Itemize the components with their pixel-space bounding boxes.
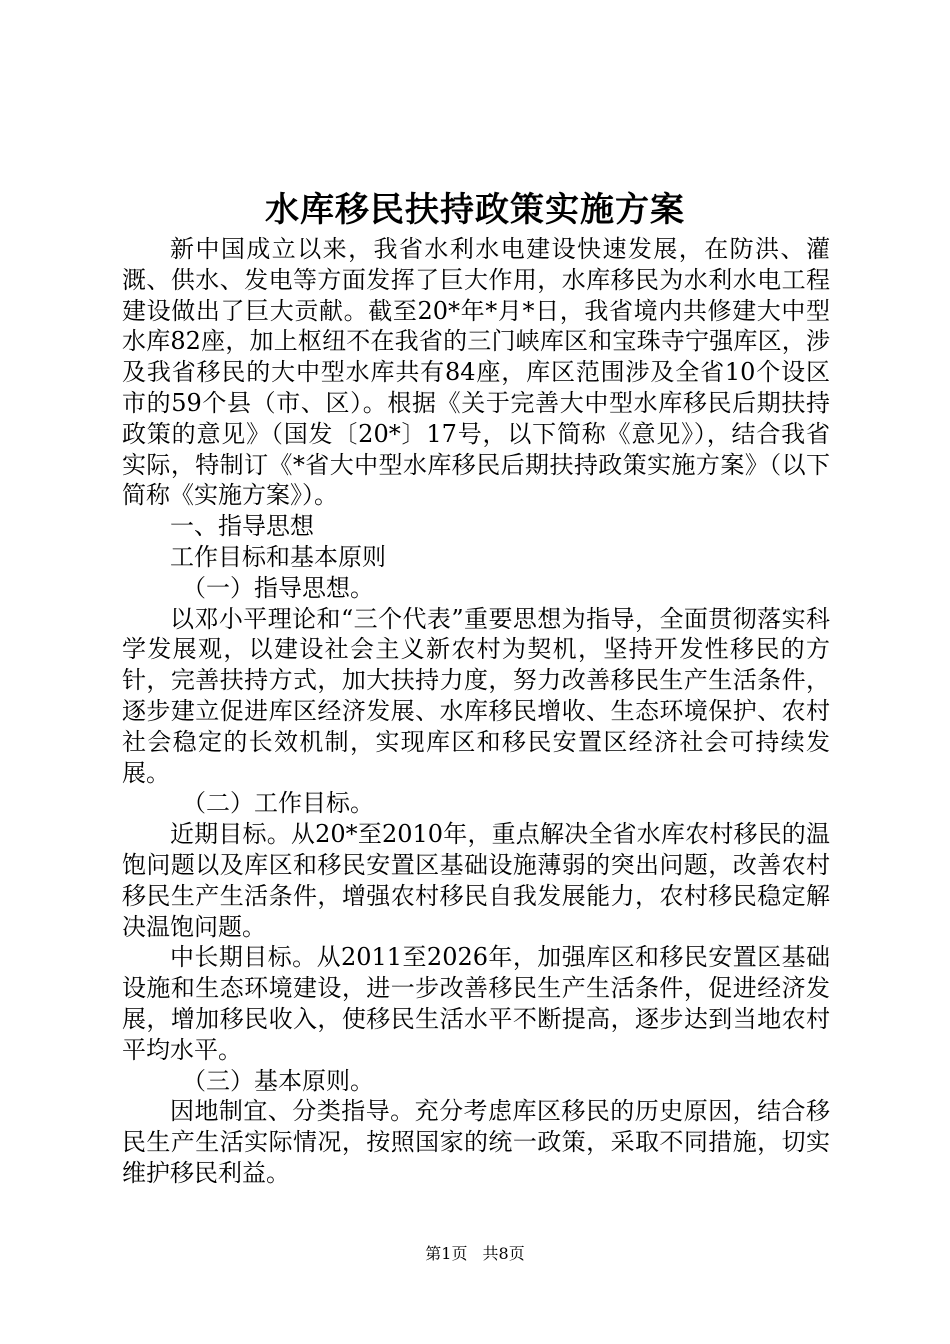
page-number: 第1页: [425, 1244, 468, 1263]
subsection-heading-work-goals: （二）工作目标。: [182, 789, 374, 818]
near-term-goal-paragraph: 近期目标。从20*至2010年，重点解决全省水库农村移民的温饱问题以及库区和移民安置区基础设施薄弱的突出问题，改善农村移民生产生活条件，增强农村移民自我发展能力，农村移民稳定解决温饱问题。: [122, 820, 830, 941]
long-term-goal-paragraph: 中长期目标。从2011至2026年，加强库区和移民安置区基础设施和生态环境建设，进一步改善移民生产生活条件，促进经济发展，增加移民收入，使移民生活水平不断提高，逐步达到当地农村平均水平。: [122, 943, 830, 1064]
principle-paragraph: 因地制宜、分类指导。充分考虑库区移民的历史原因，结合移民生产生活实际情况，按照国家的统一政策，采取不同措施，切实维护移民利益。: [122, 1097, 830, 1187]
page-footer: [0, 1243, 950, 1265]
intro-paragraph: 新中国成立以来，我省水利水电建设快速发展，在防洪、灌溉、供水、发电等方面发挥了巨大作用，水库移民为水利水电工程建设做出了巨大贡献。截至20*年*月*日，我省境内共修建大中型水库82座，加上枢纽不在我省的三门峡库区和宝珠寺宁强库区，涉及我省移民的大中型水库共有84座，库区范围涉及全省10个设区市的59个县（市、区）。根据《关于完善大中型水库移民后期扶持政策的意见》（国发〔20*〕17号，以下简称《意见》），结合我省实际，特制订《*省大中型水库移民后期扶持政策实施方案》（以下简称《实施方案》）。: [122, 235, 830, 510]
section-heading-guiding-ideology: 一、指导思想: [170, 512, 314, 541]
subsection-heading-guiding-thought: （一）指导思想。: [182, 573, 374, 602]
page-total: 共8页: [482, 1244, 525, 1263]
subsection-heading-basic-principles: （三）基本原则。: [182, 1066, 374, 1095]
document-title: 水库移民扶持政策实施方案: [265, 190, 685, 230]
guiding-thought-paragraph: 以邓小平理论和“三个代表”重要思想为指导，全面贯彻落实科学发展观，以建设社会主义新农村为契机，坚持开发性移民的方针，完善扶持方式，加大扶持力度，努力改善移民生产生活条件，逐步建立促进库区经济发展、水库移民增收、生态环境保护、农村社会稳定的长效机制，实现库区和移民安置区经济社会可持续发展。: [122, 604, 830, 787]
section-heading-goals-principles: 工作目标和基本原则: [170, 542, 386, 571]
document-body: [122, 234, 830, 1189]
